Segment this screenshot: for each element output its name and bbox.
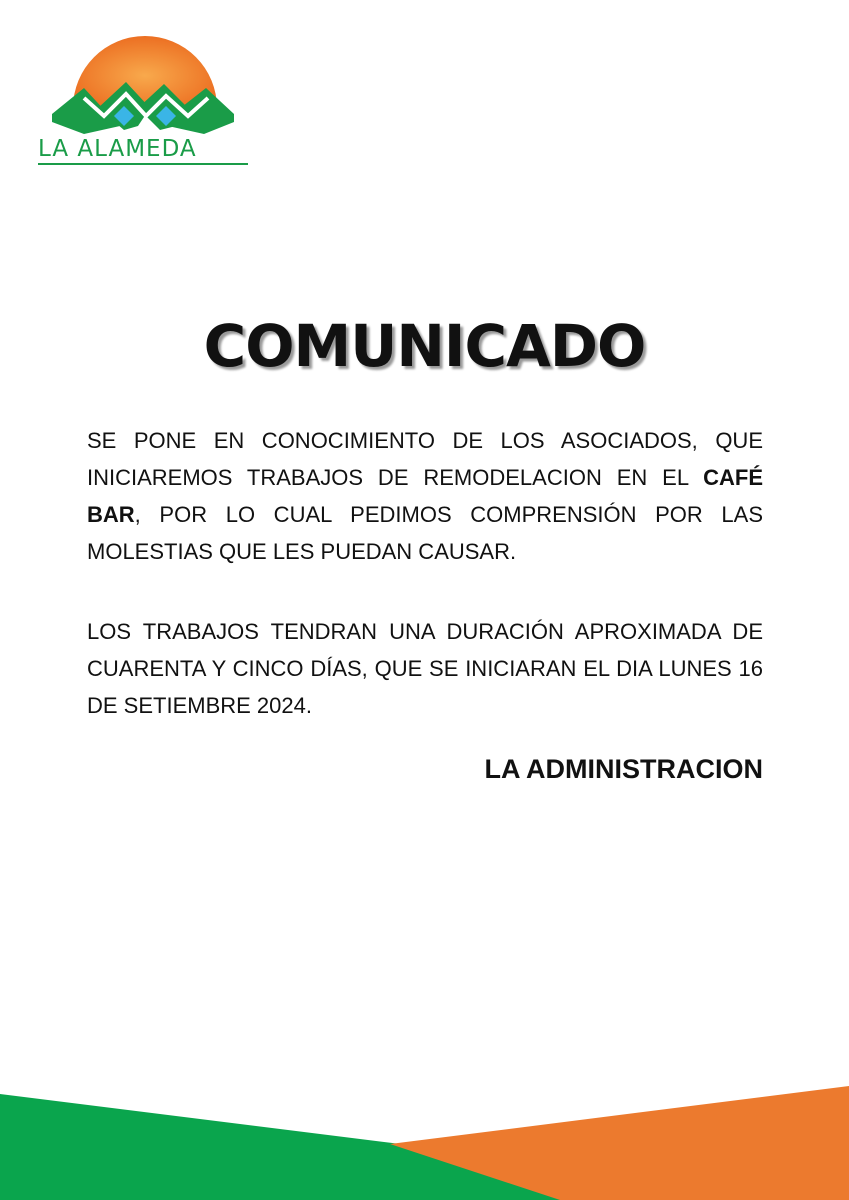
signature: LA ADMINISTRACION [484, 754, 763, 784]
logo-underline [38, 163, 248, 165]
announcement-paragraph-2: LOS TRABAJOS TENDRAN UNA DURACIÓN APROXIMADA DE CUARENTA Y CINCO DÍAS, QUE SE INICIARAN EL DIA LUNES 16 DE SETIEMBRE 2024. [87, 619, 763, 718]
announcement-paragraph-1 [87, 422, 763, 570]
logo-text: LA ALAMEDA [38, 136, 197, 162]
footer-stripes [0, 1080, 849, 1200]
page-title: COMUNICADO [203, 311, 646, 380]
paragraph-1-end: , POR LO CUAL PEDIMOS COMPRENSIÓN POR LAS MOLESTIAS QUE LES PUEDAN CAUSAR. [87, 502, 763, 564]
footer-decoration [0, 1080, 849, 1200]
sun-mountain-emblem-icon [38, 30, 250, 140]
paragraph-1-start: SE PONE EN CONOCIMIENTO DE LOS ASOCIADOS, QUE INICIAREMOS TRABAJOS DE REMODELACION EN EL [87, 428, 763, 490]
la-alameda-logo [38, 30, 250, 168]
cafe-bar-emphasis: CAFÉ BAR [87, 465, 763, 527]
